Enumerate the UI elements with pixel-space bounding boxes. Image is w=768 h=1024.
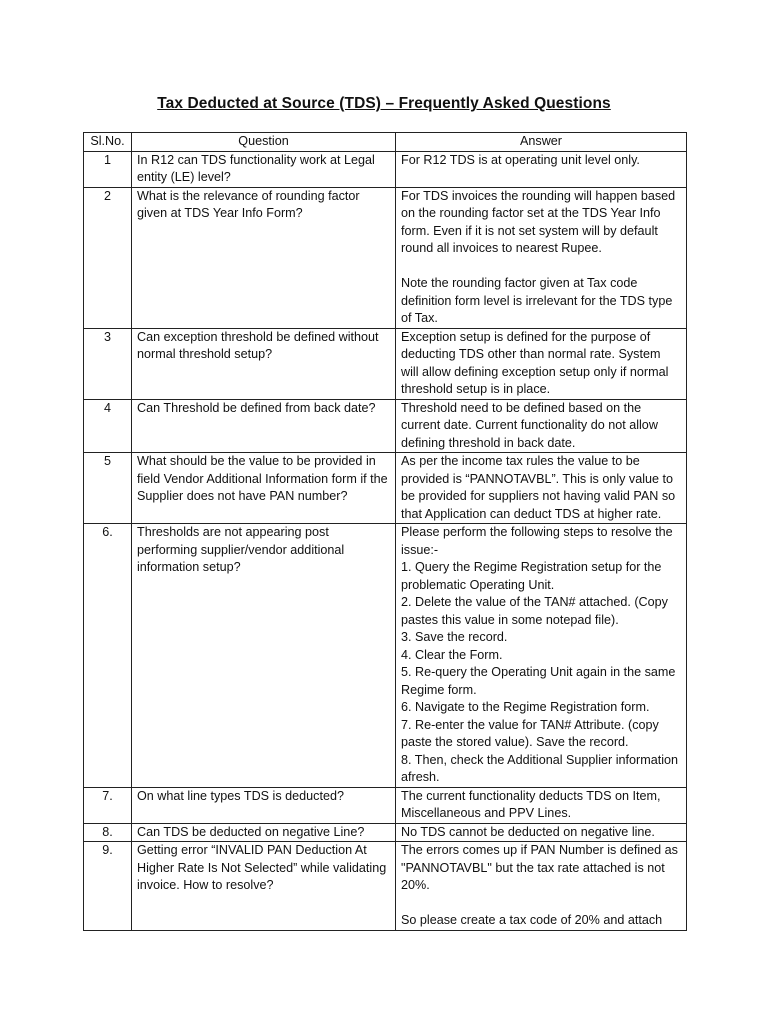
table-row [84,524,687,788]
row-number: 1 [84,151,132,187]
row-number: 6. [84,524,132,788]
faq-table [83,132,687,931]
table-header-row [84,133,687,152]
row-answer [396,151,687,187]
row-question: What should be the value to be provided in field Vendor Additional Information form if the Supplier does not have PAN number? [132,453,396,524]
row-number: 3 [84,328,132,399]
answer-step: 4. Clear the Form. [401,647,503,662]
row-number: 7. [84,787,132,823]
answer-paragraph: As per the income tax rules the value to be provided is “PANNOTAVBL”. This is only value to be provided for suppliers not having valid PAN so that Application can deduct TDS at higher rate. [401,454,676,521]
answer-paragraph: Note the rounding factor given at Tax code definition form level is irrelevant for the TDS type of Tax. [401,276,673,325]
row-answer [396,399,687,453]
answer-step: 2. Delete the value of the TAN# attached. (Copy pastes this value in some notepad file). [401,595,668,627]
row-number: 4 [84,399,132,453]
row-question: What is the relevance of rounding factor given at TDS Year Info Form? [132,187,396,328]
answer-step: 1. Query the Regime Registration setup for the problematic Operating Unit. [401,560,662,592]
row-answer [396,187,687,328]
table-row [84,823,687,842]
row-answer [396,328,687,399]
table-row [84,842,687,931]
row-answer [396,787,687,823]
answer-paragraph: No TDS cannot be deducted on negative line. [401,824,655,839]
table-row [84,399,687,453]
answer-paragraph: The errors comes up if PAN Number is defined as "PANNOTAVBL" but the tax rate attached is not 20%. [401,843,678,892]
row-answer [396,842,687,931]
table-row [84,187,687,328]
answer-step: 8. Then, check the Additional Supplier information afresh. [401,752,679,784]
answer-step: 7. Re-enter the value for TAN# Attribute. (copy paste the stored value). Save the record. [401,717,659,749]
row-answer [396,453,687,524]
row-answer [396,524,687,788]
answer-paragraph: The current functionality deducts TDS on Item, Miscellaneous and PPV Lines. [401,788,661,820]
row-question: On what line types TDS is deducted? [132,787,396,823]
answer-paragraph: So please create a tax code of 20% and attach [401,913,663,927]
answer-step: 6. Navigate to the Regime Registration form. [401,700,650,714]
row-number: 5 [84,453,132,524]
row-question: Getting error “INVALID PAN Deduction At Higher Rate Is Not Selected” while validating invoice. How to resolve? [132,842,396,931]
answer-paragraph: For R12 TDS is at operating unit level only. [401,152,640,167]
row-question: Can Threshold be defined from back date? [132,399,396,453]
header-question: Question [132,133,396,152]
answer-step: Please perform the following steps to resolve the issue:- [401,525,673,557]
answer-paragraph: For TDS invoices the rounding will happen based on the rounding factor set at the TDS Year Info form. Even if it is not set system will by default round all invoices to nearest Rupee. [401,188,676,255]
table-row [84,787,687,823]
table-row [84,453,687,524]
header-answer: Answer [396,133,687,152]
row-answer [396,823,687,842]
answer-paragraph: Exception setup is defined for the purpose of deducting TDS other than normal rate. System will allow defining exception setup only if normal threshold setup is in place. [401,329,669,396]
row-number: 9. [84,842,132,931]
table-row [84,328,687,399]
header-slno: Sl.No. [84,133,132,152]
row-number: 2 [84,187,132,328]
table-row [84,151,687,187]
page-title: Tax Deducted at Source (TDS) – Frequently Asked Questions [157,95,611,112]
row-question: Can TDS be deducted on negative Line? [132,823,396,842]
row-question: Thresholds are not appearing post performing supplier/vendor additional information setup? [132,524,396,788]
row-question: In R12 can TDS functionality work at Legal entity (LE) level? [132,151,396,187]
answer-paragraph: Threshold need to be defined based on the current date. Current functionality do not allow defining threshold in back date. [401,400,658,450]
row-number: 8. [84,823,132,842]
row-question: Can exception threshold be defined without normal threshold setup? [132,328,396,399]
answer-step: 3. Save the record. [401,630,508,644]
answer-step: 5. Re-query the Operating Unit again in the same Regime form. [401,665,676,697]
